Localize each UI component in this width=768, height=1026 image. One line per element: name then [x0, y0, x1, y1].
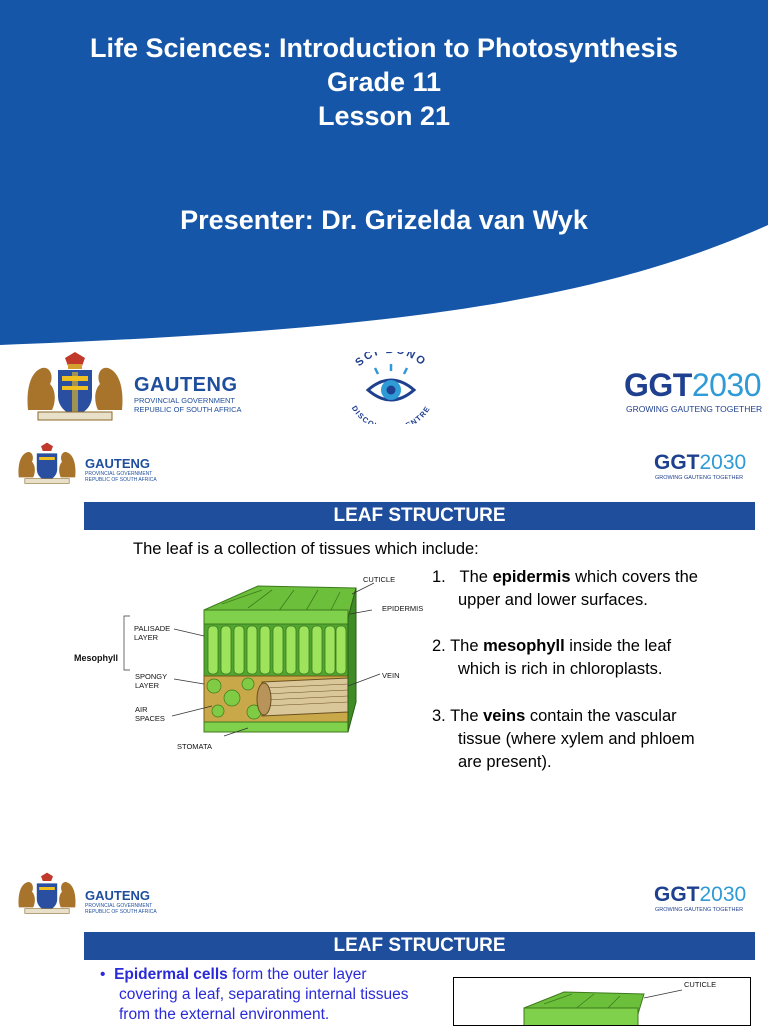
- slide2-leaf-diagram: [453, 977, 751, 1026]
- ggt-year-small-2: 2030: [699, 883, 747, 906]
- gauteng-subtitle-small-2a: PROVINCIAL GOVERNMENT: [85, 903, 153, 909]
- bullet-dot: •: [100, 966, 106, 983]
- ggt2030-logo-small: [654, 452, 746, 474]
- gauteng-subtitle-small-2b: REPUBLIC OF SOUTH AFRICA: [85, 909, 157, 915]
- ggt-wordmark: GGT: [624, 367, 692, 403]
- diagram-label-vein: VEIN: [382, 671, 400, 680]
- grade-label: Grade 11: [326, 67, 442, 97]
- diagram-label-epidermis: EPIDERMIS: [382, 604, 424, 613]
- slide2-diagram-label-cuticle: CUTICLE: [684, 980, 717, 989]
- ggt2030-logo: [624, 368, 761, 402]
- point-1-number: 1.: [432, 568, 446, 586]
- svg-text:DISCOVERY CENTRE: [350, 404, 432, 424]
- gauteng-subtitle-1: PROVINCIAL GOVERNMENT: [134, 396, 235, 405]
- slide2-bullet: • Epidermal cells form the outer layer covering a leaf, separating internal tissues from the external environment.: [100, 966, 409, 1023]
- point-3: 3. The veins contain the vascular tissue (where xylem and phloem are present).: [432, 707, 695, 771]
- slide1-heading-bar: LEAF STRUCTURE: [84, 502, 755, 530]
- ggt-year-small: 2030: [699, 451, 747, 474]
- leaf-cross-section-diagram: [72, 566, 424, 766]
- gauteng-wordmark: GAUTENG: [134, 374, 238, 396]
- gauteng-subtitle-small-2: REPUBLIC OF SOUTH AFRICA: [85, 477, 157, 483]
- ggt-wordmark-small-2: GGT: [654, 883, 700, 906]
- diagram-label-air-1: AIR: [135, 705, 148, 714]
- diagram-label-stomata: STOMATA: [177, 742, 213, 751]
- diagram-label-spongy-2: LAYER: [135, 681, 160, 690]
- diagram-label-mesophyll: Mesophyll: [74, 653, 119, 663]
- ggt-tagline-small: GROWING GAUTENG TOGETHER: [655, 475, 744, 481]
- diagram-label-spongy-1: SPONGY: [135, 672, 168, 681]
- gauteng-coat-of-arms-logo-small-2: [14, 870, 80, 916]
- diagram-label-palisade-2: LAYER: [134, 633, 159, 642]
- diagram-label-cuticle: CUTICLE: [363, 575, 396, 584]
- gauteng-coat-of-arms-logo: [20, 350, 130, 422]
- presentation-title: Life Sciences: Introduction to Photosynthesis: [89, 33, 679, 63]
- slide1-intro: The leaf is a collection of tissues which include:: [133, 540, 479, 558]
- lesson-label: Lesson 21: [317, 101, 451, 131]
- point-1-keyword: epidermis: [492, 568, 571, 586]
- presenter-label: Presenter: Dr. Grizelda van Wyk: [180, 205, 588, 235]
- ggt-tagline-small-2: GROWING GAUTENG TOGETHER: [655, 907, 744, 913]
- point-2-number: 2.: [432, 637, 446, 655]
- ggt-wordmark-small: GGT: [654, 451, 700, 474]
- gauteng-subtitle-small-1: PROVINCIAL GOVERNMENT: [85, 471, 153, 477]
- slide2-heading-bar: LEAF STRUCTURE: [84, 932, 755, 960]
- ggt-tagline: GROWING GAUTENG TOGETHER: [626, 404, 763, 414]
- point-3-number: 3.: [432, 707, 446, 725]
- ggt-year: 2030: [691, 367, 762, 403]
- point-3-keyword: veins: [483, 707, 526, 725]
- bullet-keyword: Epidermal cells: [114, 966, 228, 983]
- point-1: 1. The epidermis which covers the upper and lower surfaces.: [432, 568, 698, 609]
- sci-bono-top-text: SCI NO: [353, 352, 429, 369]
- ggt2030-logo-small-2: [654, 884, 746, 906]
- gauteng-wordmark-small-2: GAUTENG: [85, 888, 150, 903]
- sci-bono-logo: [332, 352, 450, 424]
- gauteng-wordmark-small: GAUTENG: [85, 456, 150, 471]
- gauteng-subtitle-2: REPUBLIC OF SOUTH AFRICA: [134, 405, 242, 414]
- point-2: 2. The mesophyll inside the leaf which is rich in chloroplasts.: [432, 637, 672, 678]
- diagram-label-air-2: SPACES: [135, 714, 165, 723]
- point-2-keyword: mesophyll: [483, 637, 565, 655]
- sci-bono-bottom-text: DISCO NTRE: [349, 403, 433, 424]
- diagram-label-palisade-1: PALISADE: [134, 624, 171, 633]
- gauteng-coat-of-arms-logo-small: [14, 440, 80, 486]
